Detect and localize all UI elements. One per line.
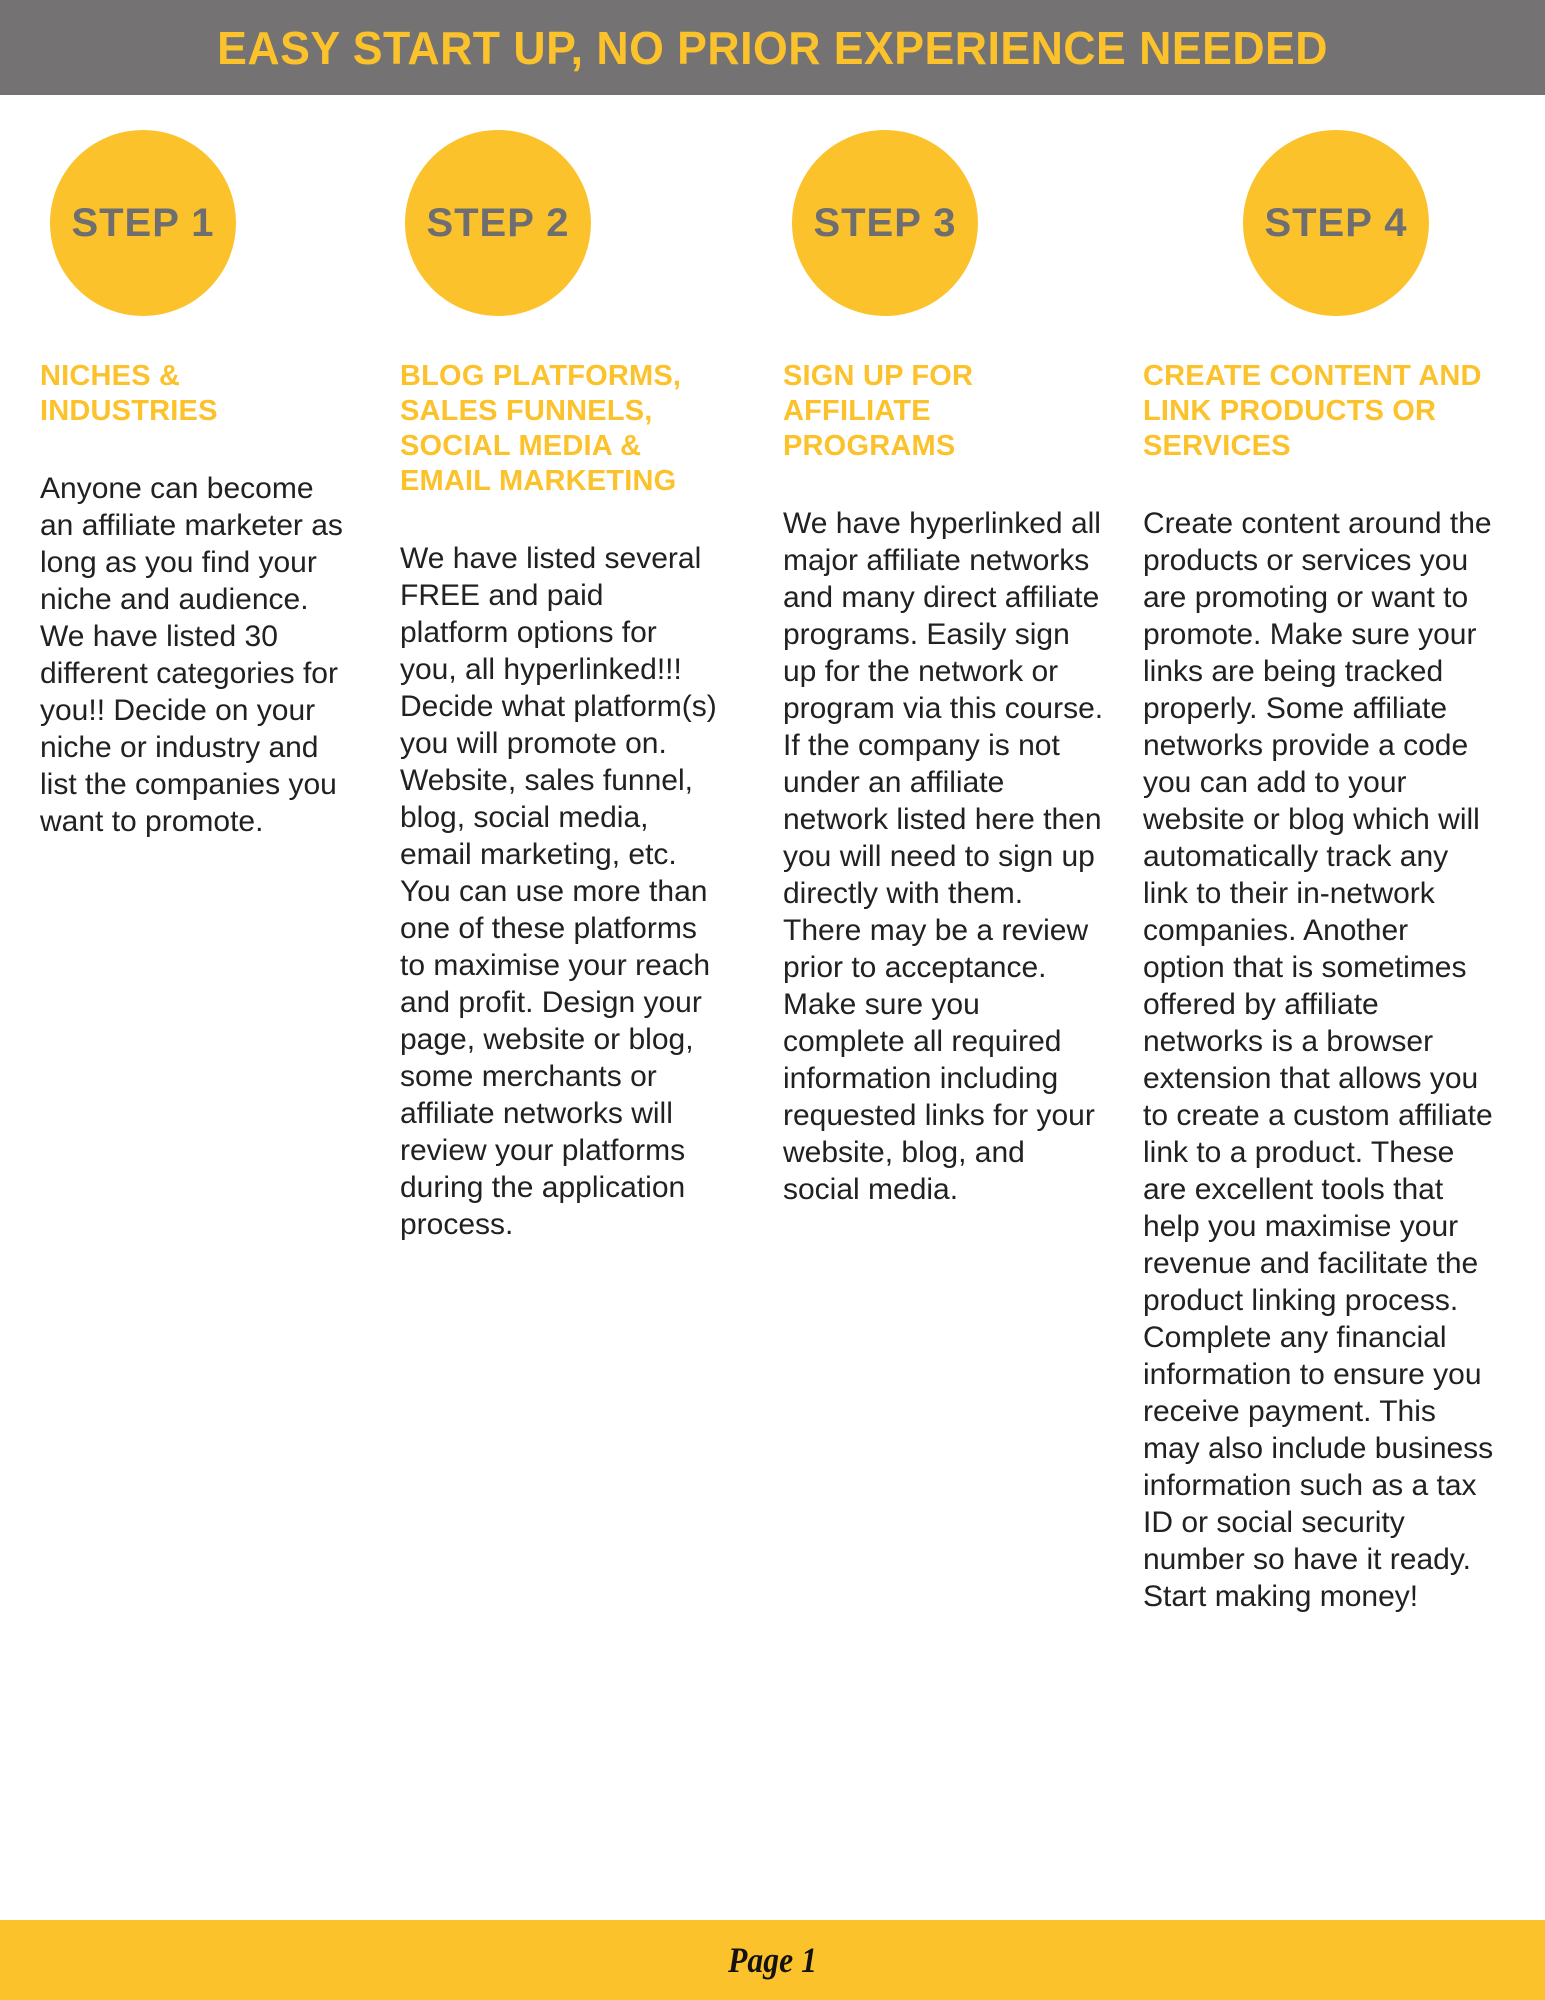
step-1-badge: STEP 1: [50, 130, 236, 316]
steps-columns: [0, 95, 1545, 1920]
page-header-bar: [0, 0, 1545, 95]
step-column-3: [783, 130, 1105, 1208]
step-3-badge: STEP 3: [792, 130, 978, 316]
step-4-heading: CREATE CONTENT AND LINK PRODUCTS OR SERVICES: [1143, 360, 1482, 462]
step-3-body-text: We have hyperlinked all major affiliate networks and many direct affiliate programs. Easily sign up for the network or program via this course. If the company is not under an affiliate network listed here then you will need to sign up directly with them. There may be a review prior to acceptance. Make sure you complete all required information including requested links for your website, blog, and social media.: [783, 507, 1104, 1206]
step-2-badge: STEP 2: [405, 130, 591, 316]
step-column-2: [400, 130, 720, 1243]
step-3-heading: SIGN UP FOR AFFILIATE PROGRAMS: [783, 360, 974, 462]
page-footer-bar: [0, 1920, 1545, 2000]
step-1-heading: NICHES & INDUSTRIES: [40, 360, 218, 427]
step-column-1: [40, 130, 348, 840]
page-title: EASY START UP, NO PRIOR EXPERIENCE NEEDED: [217, 21, 1328, 74]
page-number-label: Page 1: [728, 1940, 817, 1980]
step-column-4: [1143, 130, 1495, 1615]
step-2-body-text: We have listed several FREE and paid platform options for you, all hyperlinked!!! Decide what platform(s) you will promote on. Website, sales funnel, blog, social media, email marketing, etc. You can use more than one of these platforms to maximise your reach and profit. Design your page, website or blog, some merchants or affiliate networks will review your platforms during the application process.: [400, 542, 717, 1241]
step-2-heading: BLOG PLATFORMS, SALES FUNNELS, SOCIAL MEDIA & EMAIL MARKETING: [400, 360, 682, 497]
step-4-badge: STEP 4: [1243, 130, 1429, 316]
step-1-body-text: Anyone can become an affiliate marketer as long as you find your niche and audience. We have listed 30 different categories for you!! Decide on your niche or industry and list the companies you want to promote.: [40, 472, 343, 838]
step-4-body-text: Create content around the products or services you are promoting or want to promote. Make sure your links are being tracked properly. Some affiliate networks provide a code you can add to your website or blog which will automatically track any link to their in-network companies. Another option that is sometimes offered by affiliate networks is a browser extension that allows you to create a custom affiliate link to a product. These are excellent tools that help you maximise your revenue and facilitate the product linking process. Complete any financial information to ensure you receive payment. This may also include business information such as a tax ID or social security number so have it ready. Start making money!: [1143, 507, 1494, 1613]
